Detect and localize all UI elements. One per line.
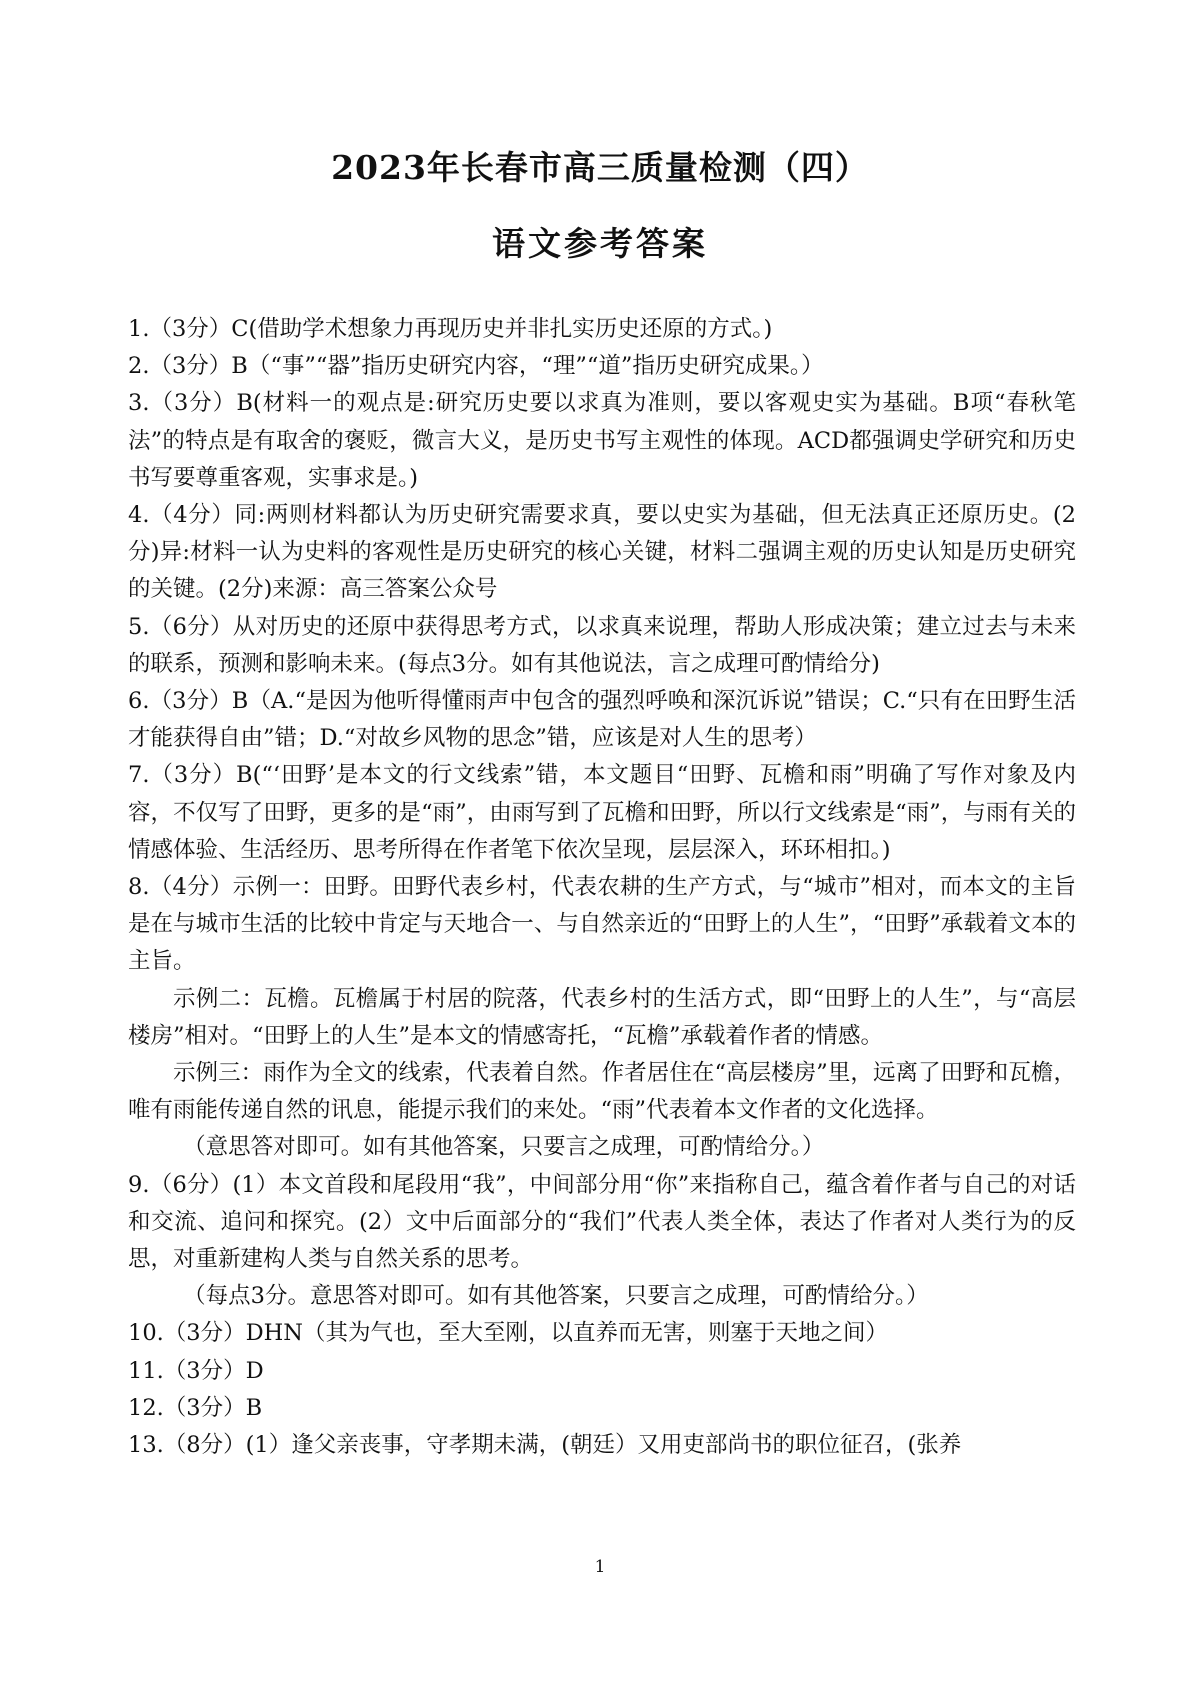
document-subtitle: 语文参考答案: [492, 224, 708, 263]
answer-9-scoring-note: （每点3分。意思答对即可。如有其他答案，只要言之成理，可酌情给分。）: [183, 1283, 929, 1310]
answer-7: 7.（3分）B(“‘田野’是本文的行文线索”错，本文题目“田野、瓦檐和雨”明确了写作对象及内容，不仅写了田野，更多的是“雨”，由雨写到了瓦檐和田野，所以行文线索是“雨”，与雨有关的情感体验、生活经历、思考所得在作者笔下依次呈现，层层深入，环环相扣。): [128, 762, 1076, 863]
answer-8-example-3: 示例三：雨作为全文的线索，代表着自然。作者居住在“高层楼房”里，远离了田野和瓦檐，唯有雨能传递自然的讯息，能提示我们的来处。“雨”代表着本文作者的文化选择。: [128, 1060, 1076, 1124]
answer-1: 1.（3分）C(借助学术想象力再现历史并非扎实历史还原的方式。): [128, 316, 773, 342]
answer-9: 9.（6分）(1）本文首段和尾段用“我”，中间部分用“你”来指称自己，蕴含着作者与自己的对话和交流、追问和探究。(2）文中后面部分的“我们”代表人类全体，表达了作者对人类行为的反思，对重新建构人类与自然关系的思考。: [128, 1171, 1076, 1273]
answer-12: 12.（3分）B: [128, 1394, 263, 1421]
answer-11: 11.（3分）D: [128, 1357, 264, 1384]
answer-8-example-1: 8.（4分）示例一：田野。田野代表乡村，代表农耕的生产方式，与“城市”相对，而本文的主旨是在与城市生活的比较中肯定与天地合一、与自然亲近的“田野上的人生”，“田野”承载着文本的主旨。: [128, 874, 1076, 975]
answer-8-scoring-note: （意思答对即可。如有其他答案，只要言之成理，可酌情给分。）: [183, 1134, 825, 1161]
answer-8-example-2: 示例二：瓦檐。瓦檐属于村居的院落，代表乡村的生活方式，即“田野上的人生”，与“高层楼房”相对。“田野上的人生”是本文的情感寄托，“瓦檐”承载着作者的情感。: [128, 985, 1076, 1049]
answer-3: 3.（3分）B(材料一的观点是:研究历史要以求真为准则，要以客观史实为基础。B项“春秋笔法”的特点是有取舍的褒贬，微言大义，是历史书写主观性的体现。ACD都强调史学研究和历史书写要尊重客观，实事求是。): [128, 390, 1076, 491]
answer-10: 10.（3分）DHN（其为气也，至大至刚，以直养而无害，则塞于天地之间）: [128, 1320, 888, 1347]
document-title: 2023年长春市高三质量检测（四）: [331, 148, 869, 187]
page-number: 1: [594, 1557, 606, 1577]
answer-6: 6.（3分）B（A.“是因为他听得懂雨声中包含的强烈呼唤和深沉诉说”错误；C.“只有在田野生活才能获得自由”错；D.“对故乡风物的思念”错，应该是对人生的思考）: [128, 688, 1076, 752]
answer-list: [128, 311, 1076, 1464]
answer-13: 13.（8分）(1）逢父亲丧事，守孝期未满，(朝廷）又用吏部尚书的职位征召，(张养: [128, 1432, 962, 1459]
answer-2: 2.（3分）B（“事”“器”指历史研究内容，“理”“道”指历史研究成果。）: [128, 353, 824, 380]
answer-4: 4.（4分）同:两则材料都认为历史研究需要求真，要以史实为基础，但无法真正还原历史。(2分)异:材料一认为史料的客观性是历史研究的核心关键，材料二强调主观的历史认知是历史研究的关键。(2分)来源：高三答案公众号: [128, 502, 1076, 603]
answer-5: 5.（6分）从对历史的还原中获得思考方式，以求真来说理，帮助人形成决策；建立过去与未来的联系，预测和影响未来。(每点3分。如有其他说法，言之成理可酌情给分): [128, 613, 1076, 677]
